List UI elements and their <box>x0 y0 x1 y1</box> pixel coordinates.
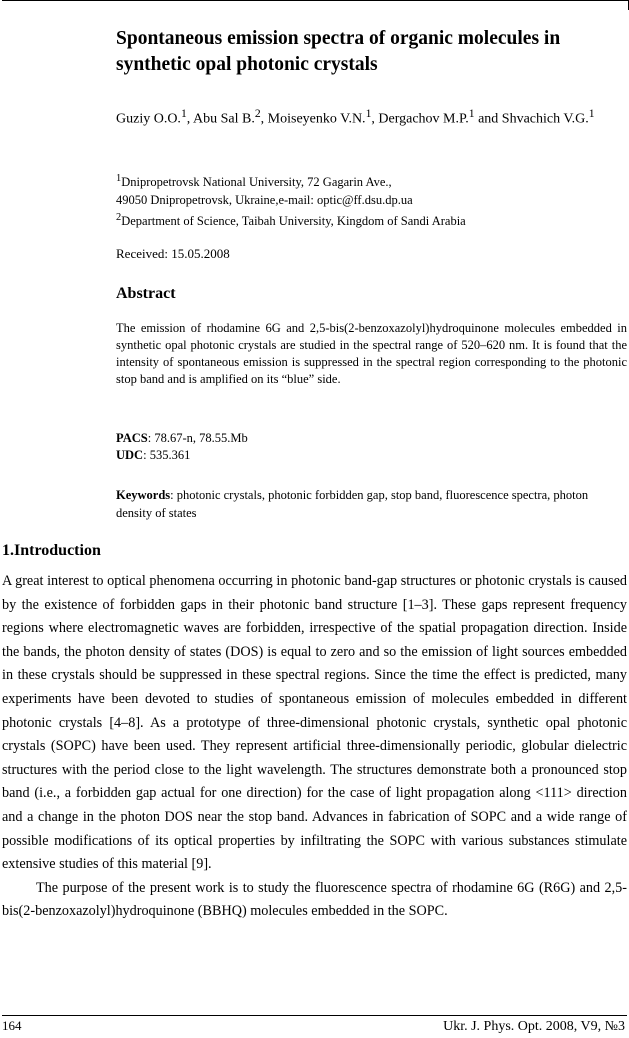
pacs-value: : 78.67-n, 78.55.Mb <box>147 431 248 445</box>
author-affiliation-mark: 1 <box>468 107 475 120</box>
intro-paragraph-2: The purpose of the present work is to study the fluorescence spectra of rhodamine 6G (R6G) and 2,5-bis(2-benzoxazolyl)hydroquinone (BBHQ) molecules embedded in the SOPC. <box>2 879 627 920</box>
introduction-body <box>2 570 627 924</box>
author-affiliation-mark: 2 <box>254 107 261 120</box>
author-affiliation-mark: 1 <box>180 107 187 120</box>
classification-codes <box>116 430 616 464</box>
author-affiliation-mark: 1 <box>588 107 595 120</box>
author-name: Dergachov M.P. <box>378 111 469 127</box>
received-date: Received: 15.05.2008 <box>116 246 230 261</box>
pacs-line <box>116 430 616 447</box>
author-list <box>116 103 616 130</box>
top-rule <box>2 0 629 1</box>
author-separator: , <box>186 111 193 127</box>
affiliation-2 <box>116 209 616 230</box>
author-separator: , <box>371 111 379 127</box>
affiliation-1-text: Dnipropetrovsk National University, 72 Gagarin Ave., <box>121 175 392 190</box>
footer-rule <box>2 1015 627 1016</box>
affiliation-2-text: Department of Science, Taibah University, Kingdom of Sandi Arabia <box>121 214 466 229</box>
pacs-label: PACS <box>116 431 148 445</box>
author-separator: , <box>260 111 268 127</box>
author-name: Abu Sal B. <box>193 111 255 127</box>
affiliations <box>116 170 616 230</box>
udc-label: UDC <box>116 448 144 462</box>
author-affiliation-mark: 1 <box>365 107 372 120</box>
keywords-value: : photonic crystals, photonic forbidden gap, stop band, fluorescence spectra, photon density of states <box>116 488 589 520</box>
section-heading-introduction: 1.Introduction <box>2 542 101 559</box>
affiliation-mark: 2 <box>116 212 122 224</box>
abstract-heading: Abstract <box>116 285 176 302</box>
author-name: Guziy O.O. <box>116 111 181 127</box>
intro-paragraph-1: A great interest to optical phenomena occurring in photonic band-gap structures or photonic crystals is caused by the existence of forbidden gaps in their photonic band structure [1–3]. These gaps represent frequency regions where electromagnetic waves are forbidden, irrespective of the spatial propagation direction. Inside the bands, the photon density of states (DOS) is equal to zero and so the emission of light sources embedded in these crystals should be suppressed in these spectral regions. Since the time the effect is predicted, many experiments have been devoted to studies of spontaneous emission of molecules embedded in different photonic crystals [4–8]. As a prototype of three-dimensional photonic crystals, synthetic opal photonic crystals (SOPC) have been used. They represent artificial three-dimensionally periodic, globular dielectric structures with the period close to the light wavelength. The structures demonstrate both a pronounced stop band (i.e., a forbidden gap actual for one direction) for the case of light propagation along <111> direction and a change in the photon DOS near the stop band. Advances in fabrication of SOPC and a wide range of possible modifications of its optical properties by infiltrating the SOPC with various substances stimulate extensive studies of this material [9]. <box>2 573 627 873</box>
article-title: Spontaneous emission spectra of organic molecules in synthetic opal photonic crystals <box>116 28 561 75</box>
affiliation-1-address: 49050 Dnipropetrovsk, Ukraine,e-mail: optic@ff.dsu.dp.ua <box>116 193 413 208</box>
abstract-text: The emission of rhodamine 6G and 2,5-bis(2-benzoxazolyl)hydroquinone molecules embedded in synthetic opal photonic crystals are studied in the spectral range of 520–620 nm. It is found that the intensity of spontaneous emission is suppressed in the spectral region corresponding to the photonic stop band and is amplified on its “blue” side. <box>116 321 627 386</box>
affiliation-1 <box>116 170 616 191</box>
keywords <box>116 486 626 522</box>
journal-reference: Ukr. J. Phys. Opt. 2008, V9, №3 <box>443 1019 625 1034</box>
affiliation-mark: 1 <box>116 173 122 184</box>
author-name: Moiseyenko V.N. <box>267 111 366 127</box>
page-number: 164 <box>2 1018 22 1033</box>
keywords-label: Keywords <box>116 488 171 502</box>
author-name: Shvachich V.G. <box>501 111 589 127</box>
udc-value: : 535.361 <box>143 448 191 462</box>
author-separator: and <box>474 111 502 127</box>
udc-line <box>116 447 616 464</box>
